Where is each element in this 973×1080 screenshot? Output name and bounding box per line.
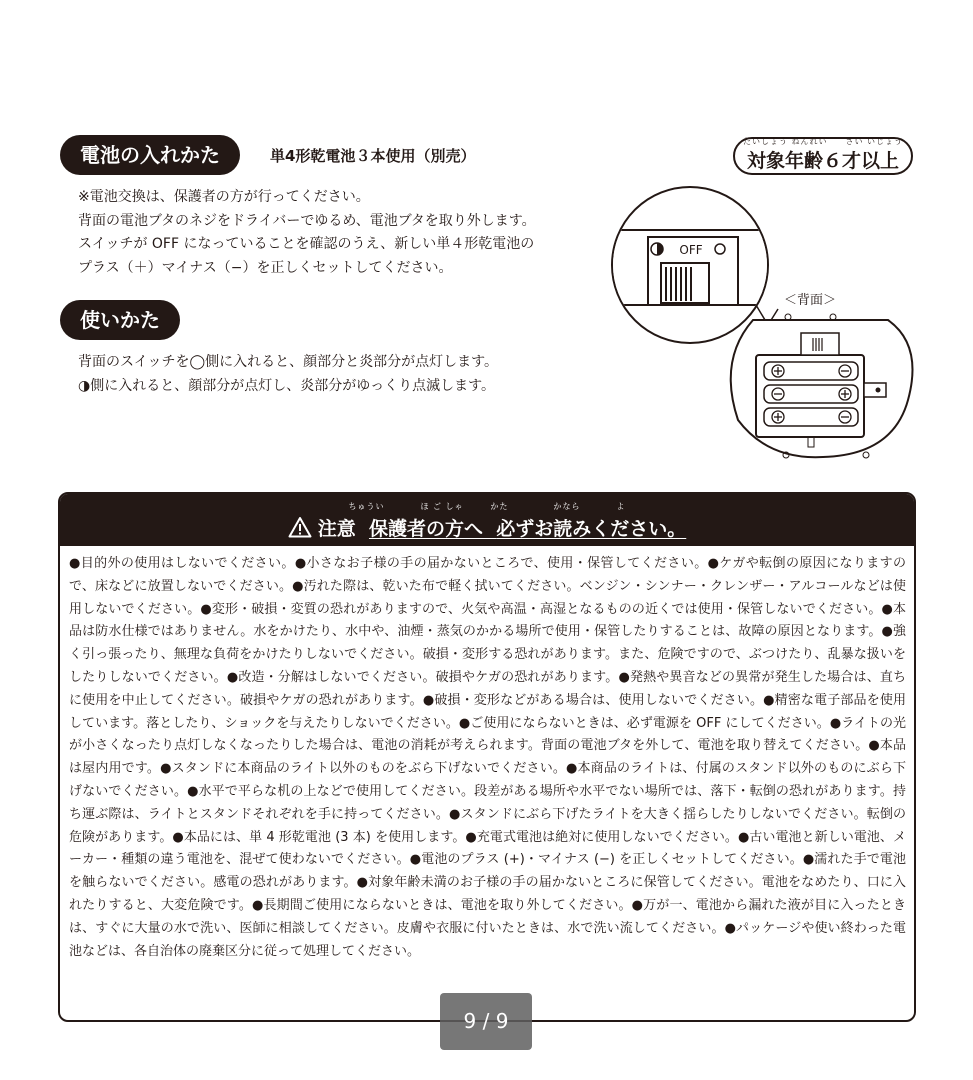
warning-icon: [288, 516, 312, 543]
usage-instructions: [78, 351, 498, 398]
caution-text: ●目的外の使用はしないでください。●小さなお子様の手の届かないところで、使用・保管してください。●ケガや転倒の原因になりますので、床などに放置しないでください。●汚れた際は、乾いた布で軽く拭いてください。ベンジン・シンナー・クレンザー・アルコールなどは使用しないでください。●変形・破損・変質の恐れがありますので、火気や高温・高湿となるものの近くでは使用・保管しないでください。●本品は防水仕様ではありません。水をかけたり、水中や、油煙・蒸気のかかる場所で使用・保管したりすることは、故障の原因となります。●強く引っ張ったり、無理な負荷をかけたりしないでください。破損・変形する恐れがあります。また、危険ですので、ぶつけたり、乱暴な扱いをしたりしないでください。●改造・分解はしないでください。破損やケガの恐れがあります。●発熱や異音などの異常が発生した場合は、直ちに使用を中止してください。破損やケガの恐れがあります。●破損・変形などがある場合は、使用しないでください。●精密な電子部品を使用しています。落としたり、ショックを与えたりしないでください。●ご使用にならないときは、必ず電源を OFF にしてください。●ライトの光が小さくなったり点灯しなくなったりした場合は、電池の消耗が考えられます。背面の電池ブタを外して、電池を取り替えてください。●本品は屋内用です。●スタンドに本商品のライト以外のものをぶら下げないでください。●本商品のライトは、付属のスタンド以外のものにぶら下げないでください。●水平で平らな机の上などで使用してください。段差がある場所や水平でない場所では、落下・転倒の恐れがあります。持ち運ぶ際は、ライトとスタンドそれぞれを手に持ってください。●スタンドにぶら下げたライトを大きく揺らしたりしないでください。転倒の危険があります。●本品には、単 4 形乾電池 (3 本) を使用します。●充電式電池は絶対に使用しないでください。●古い電池と新しい電池、メーカー・種類の違う電池を、混ぜて使わないでください。●電池のプラス (+)・マイナス (−) を正しくセットしてください。●濡れた手で電池を触らないでください。感電の恐れがあります。●対象年齢未満のお子様の手の届かないところに保管してください。電池をなめたり、口に入れたりすると、大変危険です。●長期間ご使用にならないときは、電池を取り外してください。●万が一、電池から漏れた液が目に入ったときは、すぐに大量の水で洗い、医師に相談してください。皮膚や衣服に付いたときは、水で洗い流してください。●パッケージや使い終わった電池などは、各自治体の廃棄区分に従って処理してください。: [69, 556, 906, 959]
battery-instructions: [78, 186, 536, 280]
battery-illustration: [608, 185, 918, 465]
usage-heading: 使いかた: [60, 300, 180, 340]
battery-line: 背面の電池ブタのネジをドライバーでゆるめ、電池ブタを取り外します。: [78, 212, 536, 229]
age-label: 対象年齢６才以上: [746, 150, 899, 172]
caution-header: [60, 494, 914, 546]
battery-subheading: 単4形乾電池３本使用（別売）: [270, 147, 476, 165]
battery-line: プラス（＋）マイナス（−）を正しくセットしてください。: [78, 259, 453, 276]
caution-ruby: ちゅうい ほ ご しゃ かた かなら よ: [348, 502, 626, 511]
page-indicator: 9 / 9: [440, 993, 532, 1050]
off-label: OFF: [679, 243, 703, 257]
caution-label: 注意: [317, 518, 356, 540]
battery-line: スイッチが OFF になっていることを確認のうえ、新しい単４形乾電池の: [78, 236, 535, 252]
back-label: ＜背面＞: [783, 293, 837, 308]
read-label: 必ずお読みください。: [496, 518, 687, 540]
caution-title: [60, 514, 914, 543]
guardian-label: 保護者の方へ: [368, 518, 483, 540]
usage-line: ◑側に入れると、顔部分が点灯し、炎部分がゆっくり点滅します。: [78, 377, 495, 394]
usage-line: 背面のスイッチを◯側に入れると、顔部分と炎部分が点灯します。: [78, 354, 498, 370]
battery-line: ※電池交換は、保護者の方が行ってください。: [78, 189, 370, 205]
battery-heading: 電池の入れかた: [60, 135, 240, 175]
age-badge: [733, 137, 913, 175]
age-ruby: たいしょう ねんれい さい いじょう: [742, 137, 904, 146]
caution-box: [58, 492, 916, 1022]
